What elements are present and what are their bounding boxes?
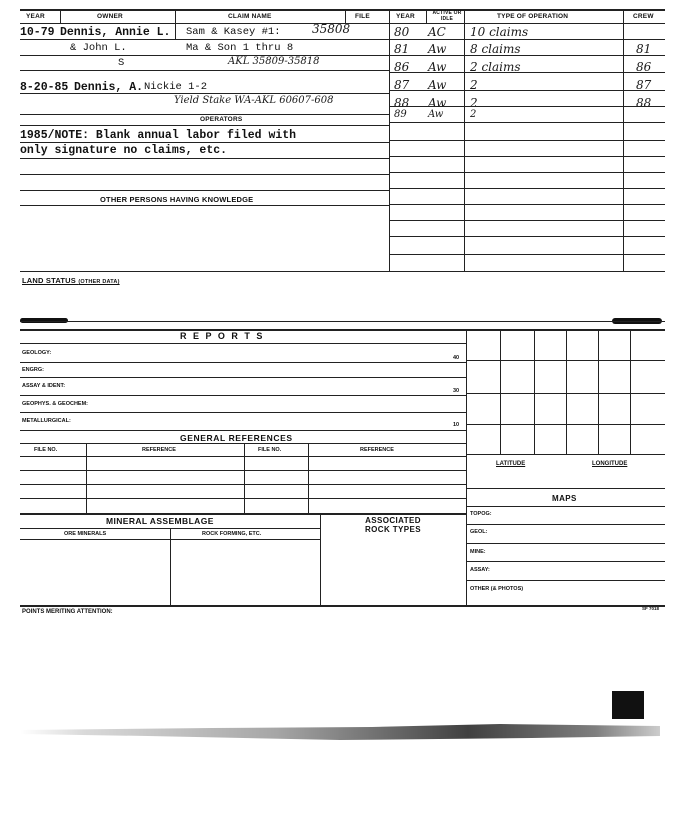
year-entry-4: 87: [394, 78, 410, 92]
form-number: SF 7018: [642, 606, 660, 611]
reports-row-geology-num: 40: [453, 355, 460, 361]
file-number-1: 35808: [312, 22, 351, 36]
year-entry-3: 86: [394, 60, 410, 74]
maps-row-assay: ASSAY:: [470, 567, 490, 573]
reports-row-geophys: GEOPHYS. & GEOCHEM:: [22, 401, 89, 407]
header-claim-name: CLAIM NAME: [228, 13, 272, 20]
year-entry-1: 80: [394, 25, 410, 39]
operation-entry-4: 2: [470, 78, 478, 92]
header-type-of-operation: TYPE OF OPERATION: [497, 13, 569, 20]
reports-row-metallurgical-num: 10: [453, 422, 460, 428]
owner-row-2-claim: Ma & Son 1 thru 8: [186, 42, 294, 54]
owner-row-4-year: 8-20-85: [20, 81, 69, 94]
owner-row-1-owner: Dennis, Annie L.: [60, 26, 171, 39]
reports-title: R E P O R T S: [180, 331, 265, 341]
latitude-label: LATITUDE: [496, 461, 526, 467]
status-entry-2: Aw: [428, 42, 447, 56]
ref-col-reference-1: REFERENCE: [142, 447, 176, 453]
operation-entry-3: 2 claims: [470, 60, 521, 74]
operation-entry-1: 10 claims: [470, 25, 529, 39]
owner-row-4-claim: Nickie 1-2: [144, 81, 208, 93]
operators-label: OPERATORS: [200, 116, 243, 123]
crew-entry-1: 81: [636, 42, 652, 56]
maps-title: MAPS: [552, 494, 577, 503]
owner-row-3-owner: S: [118, 57, 125, 69]
status-entry-4: Aw: [428, 78, 447, 92]
header-file: FILE: [355, 13, 370, 20]
general-references-title: GENERAL REFERENCES: [180, 433, 293, 443]
header-year: YEAR: [26, 13, 45, 20]
maps-row-geol: GEOL:: [470, 529, 488, 535]
scan-artifact-block: [612, 691, 644, 719]
rock-types-label: ROCK TYPES: [364, 525, 421, 534]
scan-artifact-streak: [20, 722, 660, 742]
operation-entry-5: 2: [470, 96, 478, 110]
header-active-idle: ACTIVE OR IDLE: [432, 10, 462, 22]
status-entry-3: Aw: [428, 60, 447, 74]
mineral-assemblage-title: MINERAL ASSEMBLAGE: [106, 516, 214, 526]
maps-row-mine: MINE:: [470, 549, 486, 555]
header-owner: OWNER: [97, 13, 123, 20]
header-crew: CREW: [633, 13, 654, 20]
year-entry-6: 89: [394, 109, 407, 120]
land-status-label: [22, 276, 120, 285]
maps-row-other: OTHER (& PHOTOS): [470, 586, 524, 592]
year-entry-5: 88: [394, 96, 410, 110]
note-line-2: only signature no claims, etc.: [20, 144, 228, 157]
reports-row-assay: ASSAY & IDENT:: [22, 383, 66, 389]
status-entry-5: Aw: [428, 96, 447, 110]
ref-col-file-no-1: FILE NO.: [34, 447, 58, 453]
operator-note: Yield Stake WA-AKL 60607-608: [174, 95, 334, 106]
ref-col-file-no-2: FILE NO.: [258, 447, 282, 453]
status-entry-1: AC: [428, 25, 446, 39]
reports-row-engrg: ENGRG:: [22, 367, 44, 373]
owner-row-1-year: 10-79: [20, 26, 55, 39]
owner-row-1-claim: Sam & Kasey #1:: [186, 26, 281, 38]
status-entry-6: Aw: [428, 109, 444, 120]
rock-forming-label: ROCK FORMING, ETC.: [202, 531, 262, 537]
other-persons-label: OTHER PERSONS HAVING KNOWLEDGE: [100, 195, 254, 204]
reports-row-metallurgical: METALLURGICAL:: [22, 418, 71, 424]
associated-label: ASSOCIATED: [365, 516, 421, 525]
reports-row-assay-num: 30: [453, 388, 460, 394]
operation-entry-2: 8 claims: [470, 42, 521, 56]
reports-row-geology: GEOLOGY:: [22, 350, 52, 356]
associated-rock-types: [358, 516, 428, 534]
land-status-subtitle: (OTHER DATA): [78, 279, 120, 285]
owner-row-4-owner: Dennis, A.: [74, 81, 144, 94]
longitude-label: LONGITUDE: [592, 461, 628, 467]
points-meriting-attention: POINTS MERITING ATTENTION:: [22, 609, 113, 615]
crew-entry-3: 87: [636, 78, 652, 92]
crew-entry-2: 86: [636, 60, 652, 74]
owner-row-2-owner: & John L.: [70, 42, 127, 54]
maps-row-topog: TOPOG:: [470, 511, 492, 517]
operation-entry-6: 2: [470, 109, 477, 120]
crew-entry-4: 88: [636, 96, 652, 110]
ore-minerals-label: ORE MINERALS: [64, 531, 107, 537]
header-year-2: YEAR: [396, 13, 415, 20]
file-number-2: AKL 35809-35818: [228, 56, 320, 67]
note-line-1: 1985/NOTE: Blank annual labor filed with: [20, 129, 297, 142]
land-status-title: LAND STATUS: [22, 276, 77, 285]
year-entry-2: 81: [394, 42, 410, 56]
ref-col-reference-2: REFERENCE: [360, 447, 394, 453]
